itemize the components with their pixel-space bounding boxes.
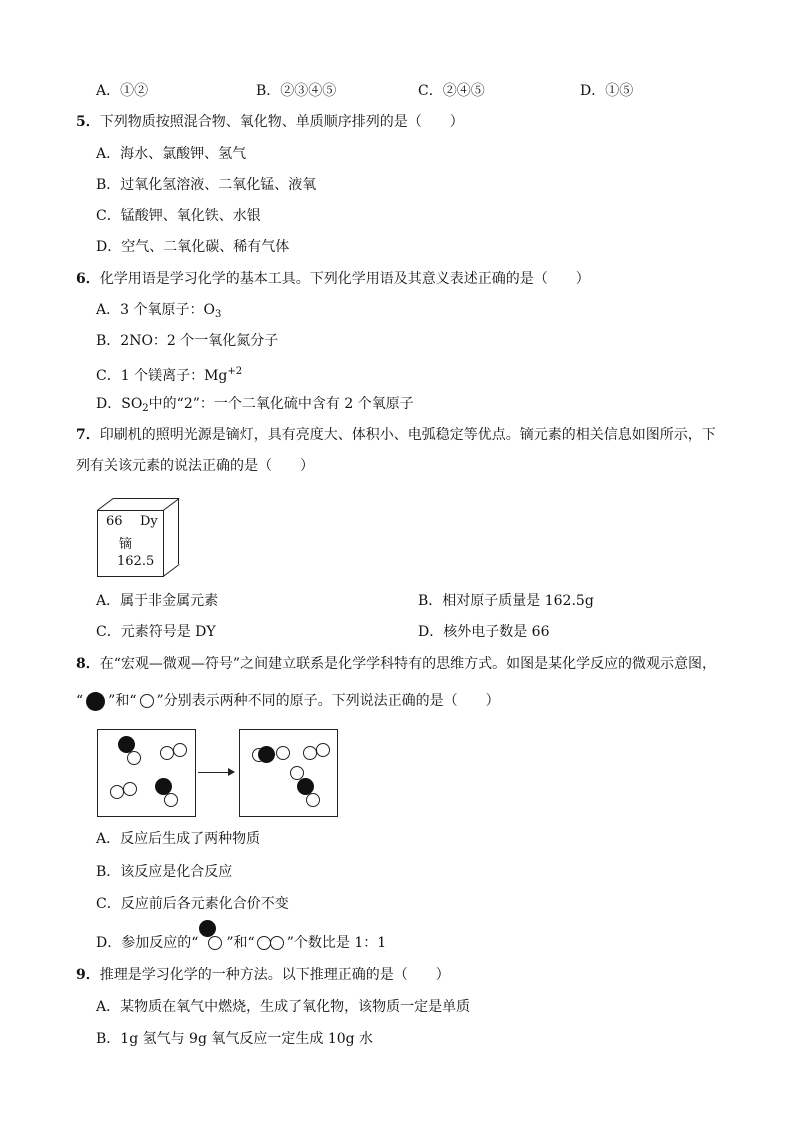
white-atom-icon [316, 743, 330, 757]
black-atom-icon [258, 746, 275, 763]
q8-option-d-and: ”和“ [226, 935, 255, 951]
q6-option-a-subscript: 3 [214, 309, 222, 320]
q6-option-b: B．2NO：2 个一氧化氮分子 [96, 333, 279, 349]
black-atom-icon [86, 692, 105, 711]
white-atom-icon [276, 746, 290, 760]
q8-option-d [96, 930, 386, 956]
q4-option-a: A．①② [96, 83, 149, 99]
white-atom-icon [173, 743, 187, 757]
white-atom-icon [306, 793, 320, 807]
question-7 [76, 426, 716, 444]
reaction-arrow [198, 772, 234, 773]
q7-option-d: D．核外电子数是 66 [418, 624, 550, 640]
q4-option-d: D．①⑤ [580, 83, 634, 99]
cube-edge [178, 498, 179, 564]
q8-option-d-text-2: ”个数比是 1：1 [286, 935, 387, 951]
q6-option-d [96, 395, 414, 418]
white-white-molecule-icon [257, 936, 285, 950]
q8-option-c: C．反应前后各元素化合价不变 [96, 896, 289, 912]
question-8-stem-line1: 在“宏观—微观—符号”之间建立联系是化学学科特有的思维方式。如图是某化学反应的微观示意图， [99, 656, 717, 672]
question-7-stem-line2: 列有关该元素的说法正确的是（ ） [76, 458, 314, 474]
q9-option-b: B．1g 氢气与 9g 氧气反应一定生成 10g 水 [96, 1031, 374, 1047]
element-card-dysprosium [97, 496, 177, 576]
question-6-number: 6． [76, 271, 100, 287]
element-name: 镝 [119, 537, 133, 552]
element-symbol: Dy [140, 514, 158, 529]
q9-option-a: A．某物质在氧气中燃烧，生成了氧化物，该物质一定是单质 [96, 999, 471, 1015]
q7-option-a: A．属于非金属元素 [96, 593, 219, 609]
q8-option-d-text: D．参加反应的“ [96, 935, 199, 951]
white-atom-icon [164, 793, 178, 807]
question-5-stem: 下列物质按照混合物、氧化物、单质顺序排列的是（ ） [99, 114, 464, 130]
q6-option-c-text: C．1 个镁离子：Mg [96, 368, 228, 384]
atomic-number: 66 [106, 514, 123, 529]
white-atom-icon [160, 746, 174, 760]
white-atom-icon [127, 751, 141, 765]
q6-option-c [96, 363, 242, 385]
question-8 [76, 655, 716, 673]
atomic-mass: 162.5 [117, 554, 155, 569]
q7-option-b: B．相对原子质量是 162.5g [418, 593, 594, 609]
question-7-number: 7． [76, 427, 100, 443]
white-atom-icon [303, 746, 317, 760]
q6-option-d-text: D．SO [96, 396, 143, 412]
question-6 [76, 270, 590, 288]
q5-option-a: A．海水、氯酸钾、氢气 [96, 146, 247, 162]
q6-option-a [96, 301, 221, 324]
white-atom-icon [140, 694, 154, 708]
q8-quote-open: “ [76, 693, 84, 709]
q6-option-a-text: A．3 个氧原子：O [96, 302, 215, 318]
q5-option-b: B．过氧化氢溶液、二氧化锰、液氧 [96, 177, 317, 193]
question-9-stem: 推理是学习化学的一种方法。以下推理正确的是（ ） [99, 967, 450, 983]
question-6-stem: 化学用语是学习化学的基本工具。下列化学用语及其意义表述正确的是（ ） [99, 271, 590, 287]
question-7-stem-line1: 印刷机的照明光源是镝灯，具有亮度大、体积小、电弧稳定等优点。镝元素的相关信息如图所示，下 [99, 427, 716, 443]
reaction-after-box [239, 729, 338, 817]
q6-option-d-text-2: 中的“2”：一个二氧化硫中含有 2 个氧原子 [148, 396, 414, 412]
q8-and-text: ”和“ [108, 693, 137, 709]
white-atom-icon [110, 785, 124, 799]
cube-edge [113, 498, 179, 499]
q5-option-d: D．空气、二氧化碳、稀有气体 [96, 239, 290, 255]
reaction-before-box [97, 729, 196, 817]
q4-option-b: B．②③④⑤ [256, 83, 337, 99]
q6-option-c-superscript: +2 [227, 366, 243, 377]
q8-option-a: A．反应后生成了两种物质 [96, 831, 261, 847]
q5-option-c: C．锰酸钾、氧化铁、水银 [96, 208, 261, 224]
cube-edge [97, 498, 114, 511]
white-atom-icon [123, 782, 137, 796]
question-8-stem-line2 [76, 690, 500, 712]
q6-option-d-subscript: 2 [142, 403, 149, 414]
q7-option-c: C．元素符号是 DY [96, 624, 216, 640]
q4-option-c: C．②④⑤ [418, 83, 485, 99]
cube-edge [163, 564, 180, 577]
question-5 [76, 113, 464, 131]
q8-option-b: B．该反应是化合反应 [96, 864, 233, 880]
question-8-number: 8． [76, 656, 100, 672]
black-white-molecule-icon [199, 926, 225, 952]
q8-stem-rest: ”分别表示两种不同的原子。下列说法正确的是（ ） [156, 693, 500, 709]
question-5-number: 5． [76, 114, 100, 130]
question-9-number: 9． [76, 967, 100, 983]
question-9 [76, 966, 450, 984]
